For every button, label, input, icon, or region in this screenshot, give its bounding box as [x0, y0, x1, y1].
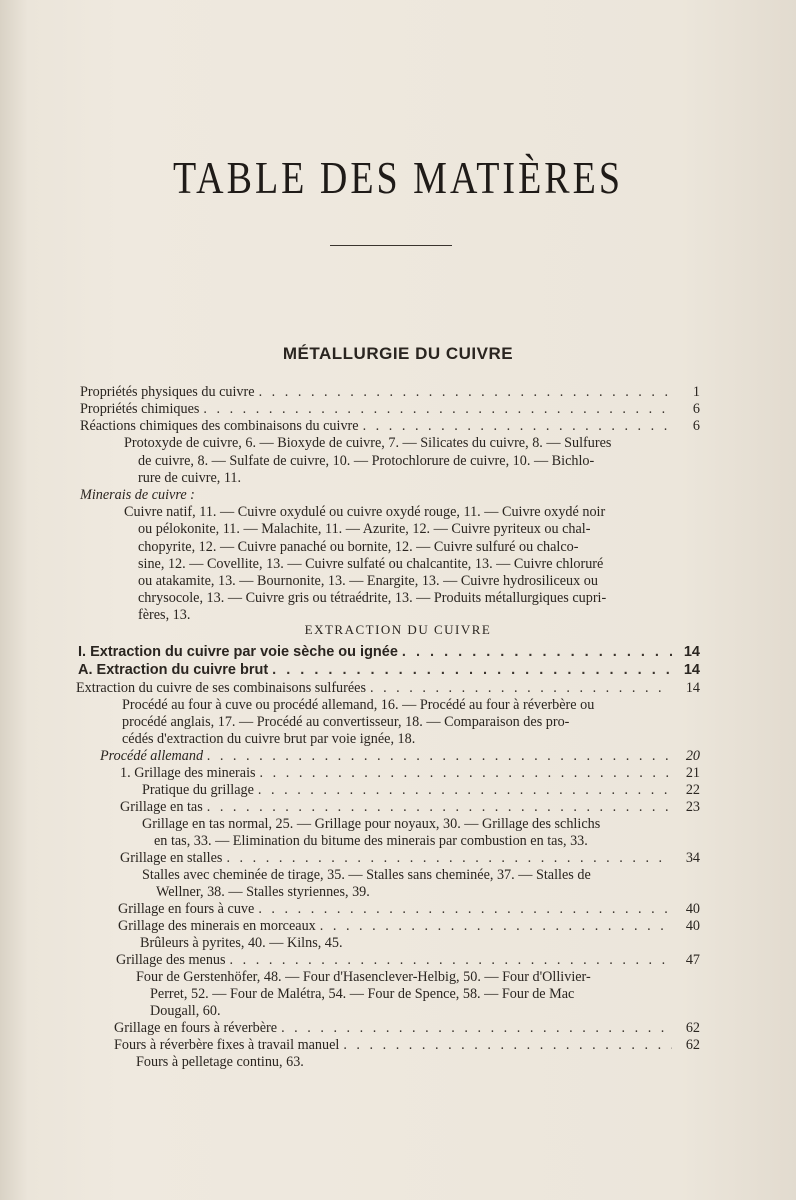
subtopic-line: ou atakamite, 13. — Bournonite, 13. — Enargite, 13. — Cuivre hydrosiliceux ou	[138, 573, 598, 589]
subtopic-line: Protoxyde de cuivre, 6. — Bioxyde de cuivre, 7. — Silicates du cuivre, 8. — Sulfures	[124, 435, 612, 451]
toc-entry-page: 47	[685, 952, 700, 968]
toc-entry-page: 14	[685, 680, 700, 696]
toc-entry-label: Grillage des minerais en morceaux	[118, 918, 316, 934]
subtopic-line: sine, 12. — Covellite, 13. — Cuivre sulfaté ou chalcantite, 13. — Cuivre chloruré	[138, 556, 604, 572]
toc-entry[interactable]	[120, 799, 700, 815]
toc-entry[interactable]	[118, 918, 700, 934]
toc-entry-page: 62	[685, 1037, 700, 1053]
toc-entry-page: 20	[685, 748, 700, 764]
toc-entry-label: Réactions chimiques des combinaisons du cuivre	[80, 418, 359, 434]
subtopic-line: en tas, 33. — Elimination du bitume des minerais par combustion en tas, 33.	[154, 833, 588, 849]
toc-entry-page: 23	[685, 799, 700, 815]
toc-entry-page: 1	[692, 384, 700, 400]
dot-leader	[207, 799, 672, 815]
toc-entry-page: 22	[685, 782, 700, 798]
subtopic-line: procédé anglais, 17. — Procédé au convertisseur, 18. — Comparaison des pro-	[122, 714, 570, 730]
toc-entry[interactable]	[120, 850, 700, 866]
toc-entry-label: Procédé allemand	[100, 748, 204, 764]
toc-entry[interactable]	[78, 644, 700, 660]
subtopic-line: Dougall, 60.	[150, 1003, 221, 1019]
toc-entry-page: 40	[685, 901, 700, 917]
title-rule	[330, 245, 452, 246]
dot-leader	[402, 644, 672, 660]
subtopic-line: rure de cuivre, 11.	[138, 470, 242, 486]
toc-entry-label: A. Extraction du cuivre brut	[78, 662, 269, 678]
subtopic-line: chopyrite, 12. — Cuivre panaché ou bornite, 12. — Cuivre sulfuré ou chalco-	[138, 539, 579, 555]
toc-entry[interactable]	[80, 401, 700, 417]
toc-entry-label: Extraction du cuivre de ses combinaisons sulfurées	[76, 680, 366, 696]
toc-entry[interactable]	[116, 952, 700, 968]
toc-entry[interactable]	[80, 384, 700, 400]
toc-entry[interactable]	[114, 1020, 700, 1036]
subtopic-line: Procédé au four à cuve ou procédé allemand, 16. — Procédé au four à réverbère ou	[122, 697, 595, 713]
subtopic-line: Grillage en tas normal, 25. — Grillage pour noyaux, 30. — Grillage des schlichs	[142, 816, 601, 832]
toc-entry-label: Propriétés chimiques	[80, 401, 200, 417]
subtopic-line: ou pélokonite, 11. — Malachite, 11. — Azurite, 12. — Cuivre pyriteux ou chal-	[138, 521, 591, 537]
toc-entry-label: Grillage en tas	[120, 799, 203, 815]
subtopic-line: fères, 13.	[138, 607, 191, 623]
toc-entry-label: Grillage en fours à réverbère	[114, 1020, 278, 1036]
toc-entry-page: 40	[685, 918, 700, 934]
dot-leader	[260, 765, 672, 781]
dot-leader	[258, 901, 672, 917]
section-title: MÉTALLURGIE DU CUIVRE	[282, 344, 514, 363]
toc-entry[interactable]	[118, 901, 700, 917]
subtopic-line: Fours à pelletage continu, 63.	[136, 1054, 304, 1070]
dot-leader	[207, 748, 672, 764]
toc-entry[interactable]	[76, 680, 700, 696]
subtopic-line: Brûleurs à pyrites, 40. — Kilns, 45.	[140, 935, 343, 951]
toc-entry-label: Pratique du grillage	[142, 782, 254, 798]
toc-entry[interactable]	[120, 765, 700, 781]
toc-entry[interactable]	[114, 1037, 700, 1053]
subtopic-line: de cuivre, 8. — Sulfate de cuivre, 10. — Protochlorure de cuivre, 10. — Bichlo-	[138, 453, 595, 469]
dot-leader	[226, 850, 672, 866]
toc-entry[interactable]	[142, 782, 700, 798]
subtopic-line: cédés d'extraction du cuivre brut par voie ignée, 18.	[122, 731, 416, 747]
dot-leader	[230, 952, 672, 968]
toc-entry-page: 6	[692, 401, 700, 417]
toc-entry-page: 14	[683, 662, 700, 678]
dot-leader	[259, 384, 672, 400]
dot-leader	[363, 418, 672, 434]
toc-entry[interactable]	[80, 418, 700, 434]
extraction-heading: EXTRACTION DU CUIVRE	[304, 622, 492, 637]
toc-entry-label: Propriétés physiques du cuivre	[80, 384, 255, 400]
dot-leader	[281, 1020, 672, 1036]
toc-entry-page: 62	[685, 1020, 700, 1036]
dot-leader	[370, 680, 672, 696]
subtopic-line: Stalles avec cheminée de tirage, 35. — Stalles sans cheminée, 37. — Stalles de	[142, 867, 591, 883]
toc-entry-page: 6	[692, 418, 700, 434]
subtopic-line: chrysocole, 13. — Cuivre gris ou tétraédrite, 13. — Produits métallurgiques cupri-	[138, 590, 607, 606]
dot-leader	[258, 782, 672, 798]
toc-entry-page: 14	[683, 644, 700, 660]
toc-entry-label: I. Extraction du cuivre par voie sèche ou ignée	[78, 644, 398, 660]
minerais-heading: Minerais de cuivre :	[80, 487, 195, 503]
toc-entry-label: Grillage des menus	[116, 952, 226, 968]
dot-leader	[203, 401, 672, 417]
toc-entry[interactable]	[78, 662, 700, 678]
toc-entry-page: 21	[685, 765, 700, 781]
page-title: TABLE DES MATIÈRES	[173, 153, 623, 204]
toc-entry-label: Fours à réverbère fixes à travail manuel	[114, 1037, 340, 1053]
dot-leader	[320, 918, 672, 934]
dot-leader	[272, 662, 672, 678]
subtopic-line: Cuivre natif, 11. — Cuivre oxydulé ou cuivre oxydé rouge, 11. — Cuivre oxydé noir	[124, 504, 606, 520]
toc-entry[interactable]	[100, 748, 700, 764]
subtopic-line: Perret, 52. — Four de Malétra, 54. — Four de Spence, 58. — Four de Mac	[150, 986, 575, 1002]
toc-entry-label: Grillage en fours à cuve	[118, 901, 255, 917]
toc-entry-page: 34	[685, 850, 700, 866]
toc-entry-label: 1. Grillage des minerais	[120, 765, 256, 781]
toc-entry-label: Grillage en stalles	[120, 850, 223, 866]
dot-leader	[343, 1037, 672, 1053]
subtopic-line: Wellner, 38. — Stalles styriennes, 39.	[156, 884, 370, 900]
subtopic-line: Four de Gerstenhöfer, 48. — Four d'Hasenclever-Helbig, 50. — Four d'Ollivier-	[136, 969, 591, 985]
